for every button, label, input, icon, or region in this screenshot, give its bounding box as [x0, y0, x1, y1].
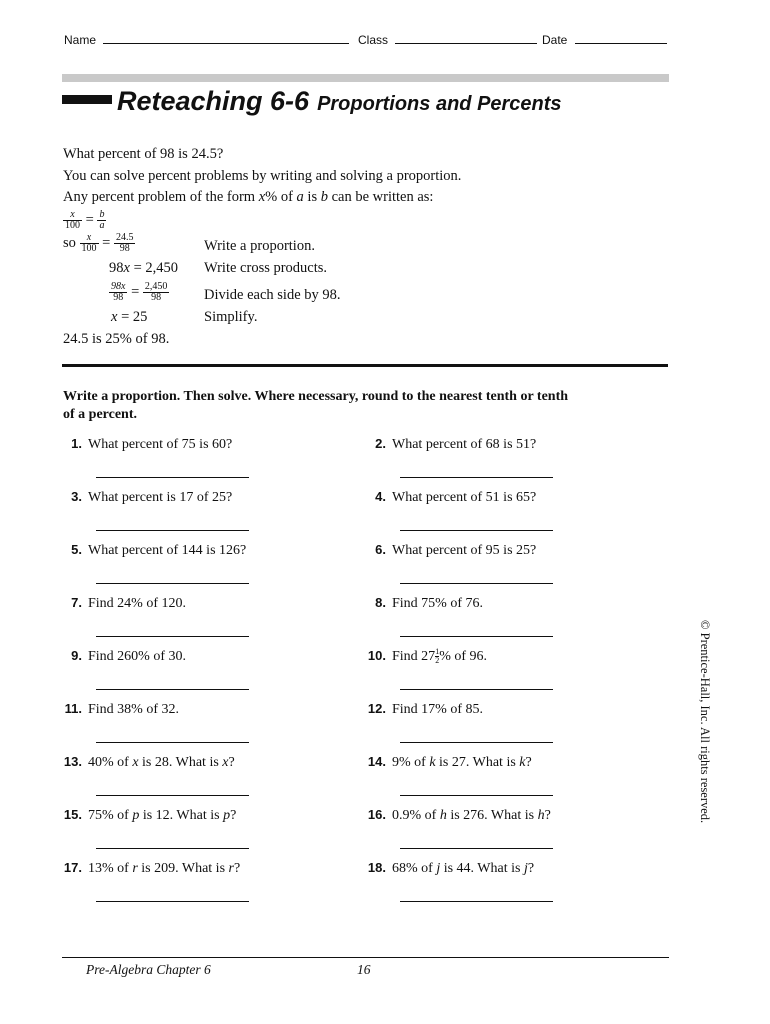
answer-line-14[interactable] [400, 795, 553, 796]
name-field-row [64, 33, 349, 47]
problem-13: 13. 40% of x is 28. What is x? [63, 754, 235, 770]
problem-14: 14. 9% of k is 27. What is k? [367, 754, 532, 770]
answer-line-11[interactable] [96, 742, 249, 743]
intro-line-1: What percent of 98 is 24.5? [63, 146, 224, 162]
problem-number: 15. [63, 807, 82, 822]
name-blank[interactable] [103, 33, 349, 44]
note-cross-products: Write cross products. [204, 260, 328, 276]
intro-conclusion: 24.5 is 25% of 98. [63, 331, 170, 347]
title-black-bar [62, 95, 112, 104]
note-divide: Divide each side by 98. [204, 287, 341, 303]
fraction: $\frac{1}{2}$ [435, 647, 440, 666]
problem-number: 13. [63, 754, 82, 769]
problem-6: 6. What percent of 95 is 25? [366, 542, 536, 559]
answer-line-6[interactable] [400, 583, 553, 584]
problem-number: 11. [64, 701, 82, 716]
answer-line-1[interactable] [96, 477, 249, 478]
answer-line-8[interactable] [400, 636, 553, 637]
answer-line-15[interactable] [96, 848, 249, 849]
problem-4: 4. What percent of 51 is 65? [366, 489, 536, 506]
problem-7: 7. Find 24% of 120. [62, 595, 186, 612]
problem-15: 15. 75% of p is 12. What is p? [63, 807, 237, 823]
problem-number: 9. [71, 648, 82, 663]
footer-page: 16 [357, 962, 371, 977]
step-divide: $\frac{98x}{98}$ = $\frac{2,450}{98}$ [111, 281, 168, 303]
class-field-row [358, 33, 537, 47]
answer-line-2[interactable] [400, 477, 553, 478]
problem-2: 2. What percent of 68 is 51? [366, 436, 536, 453]
intro-line-2: You can solve percent problems by writing and solving a proportion. [63, 168, 462, 184]
problem-16: 16. 0.9% of h is 276. What is h? [367, 807, 551, 823]
note-write-proportion: Write a proportion. [204, 238, 315, 254]
problem-9: 9. Find 260% of 30. [62, 648, 186, 665]
problem-number: 2. [375, 436, 386, 451]
footer-book: Pre-Algebra Chapter 6 [86, 962, 211, 977]
problem-number: 1. [71, 436, 82, 451]
problem-number: 16. [367, 807, 386, 822]
page-title [117, 86, 562, 117]
intro-line-3: Any percent problem of the form x% of a is b can be written as: [63, 189, 434, 205]
date-label: Date [542, 33, 568, 47]
answer-line-16[interactable] [400, 848, 553, 849]
copyright-notice: © Prentice-Hall, Inc. All rights reserved. [698, 620, 712, 824]
problem-18: 18. 68% of j is 44. What is j? [367, 860, 535, 876]
problem-10: 10. Find 27 $\frac{1}{2}\%$ of 96. [367, 647, 488, 666]
answer-line-7[interactable] [96, 636, 249, 637]
class-blank[interactable] [395, 33, 537, 44]
step-cross-products: 98x = 2,450 [109, 260, 178, 276]
problem-12: 12. Find 17% of 85. [367, 701, 483, 717]
answer-line-13[interactable] [96, 795, 249, 796]
answer-line-3[interactable] [96, 530, 249, 531]
section-divider [62, 364, 668, 367]
title-main: Reteaching 6-6 [117, 86, 310, 116]
answer-line-4[interactable] [400, 530, 553, 531]
date-blank[interactable] [575, 33, 667, 44]
footer-rule [62, 957, 669, 958]
class-label: Class [358, 33, 389, 47]
step-write-proportion: so $\frac{x}{100}$ = $\frac{24.5}{98}$ [63, 232, 134, 254]
answer-line-17[interactable] [96, 901, 249, 902]
problem-number: 7. [71, 595, 82, 610]
problem-number: 14. [367, 754, 386, 769]
problem-17: 17. 13% of r is 209. What is r? [63, 860, 241, 876]
answer-line-12[interactable] [400, 742, 553, 743]
answer-line-10[interactable] [400, 689, 553, 690]
header-gray-band [62, 74, 669, 82]
problem-number: 18. [367, 860, 386, 875]
problem-number: 4. [375, 489, 386, 504]
date-field-row [542, 33, 667, 47]
title-sub: Proportions and Percents [317, 93, 562, 115]
instructions: Write a proportion. Then solve. Where necessary, round to the nearest tenth or tenth of a percent. [63, 389, 569, 422]
answer-line-9[interactable] [96, 689, 249, 690]
problem-8: 8. Find 75% of 76. [366, 595, 483, 612]
name-label: Name [64, 33, 97, 47]
step-simplify: x = 25 [111, 309, 148, 325]
answer-line-5[interactable] [96, 583, 249, 584]
problem-number: 5. [71, 542, 82, 557]
problem-3: 3. What percent is 17 of 25? [62, 489, 232, 506]
note-simplify: Simplify. [204, 309, 258, 325]
problem-number: 3. [71, 489, 82, 504]
problem-number: 6. [375, 542, 386, 557]
problem-number: 10. [367, 648, 386, 663]
answer-line-18[interactable] [400, 901, 553, 902]
problem-5: 5. What percent of 144 is 126? [62, 542, 246, 559]
general-proportion: $\frac{x}{100}$ = $\frac{b}{a}$ [65, 209, 105, 231]
problem-number: 8. [375, 595, 386, 610]
problem-11: 11. Find 38% of 32. [62, 701, 179, 718]
problem-1: 1. What percent of 75 is 60? [62, 436, 232, 453]
problem-number: 17. [63, 860, 82, 875]
problem-number: 12. [367, 701, 386, 716]
